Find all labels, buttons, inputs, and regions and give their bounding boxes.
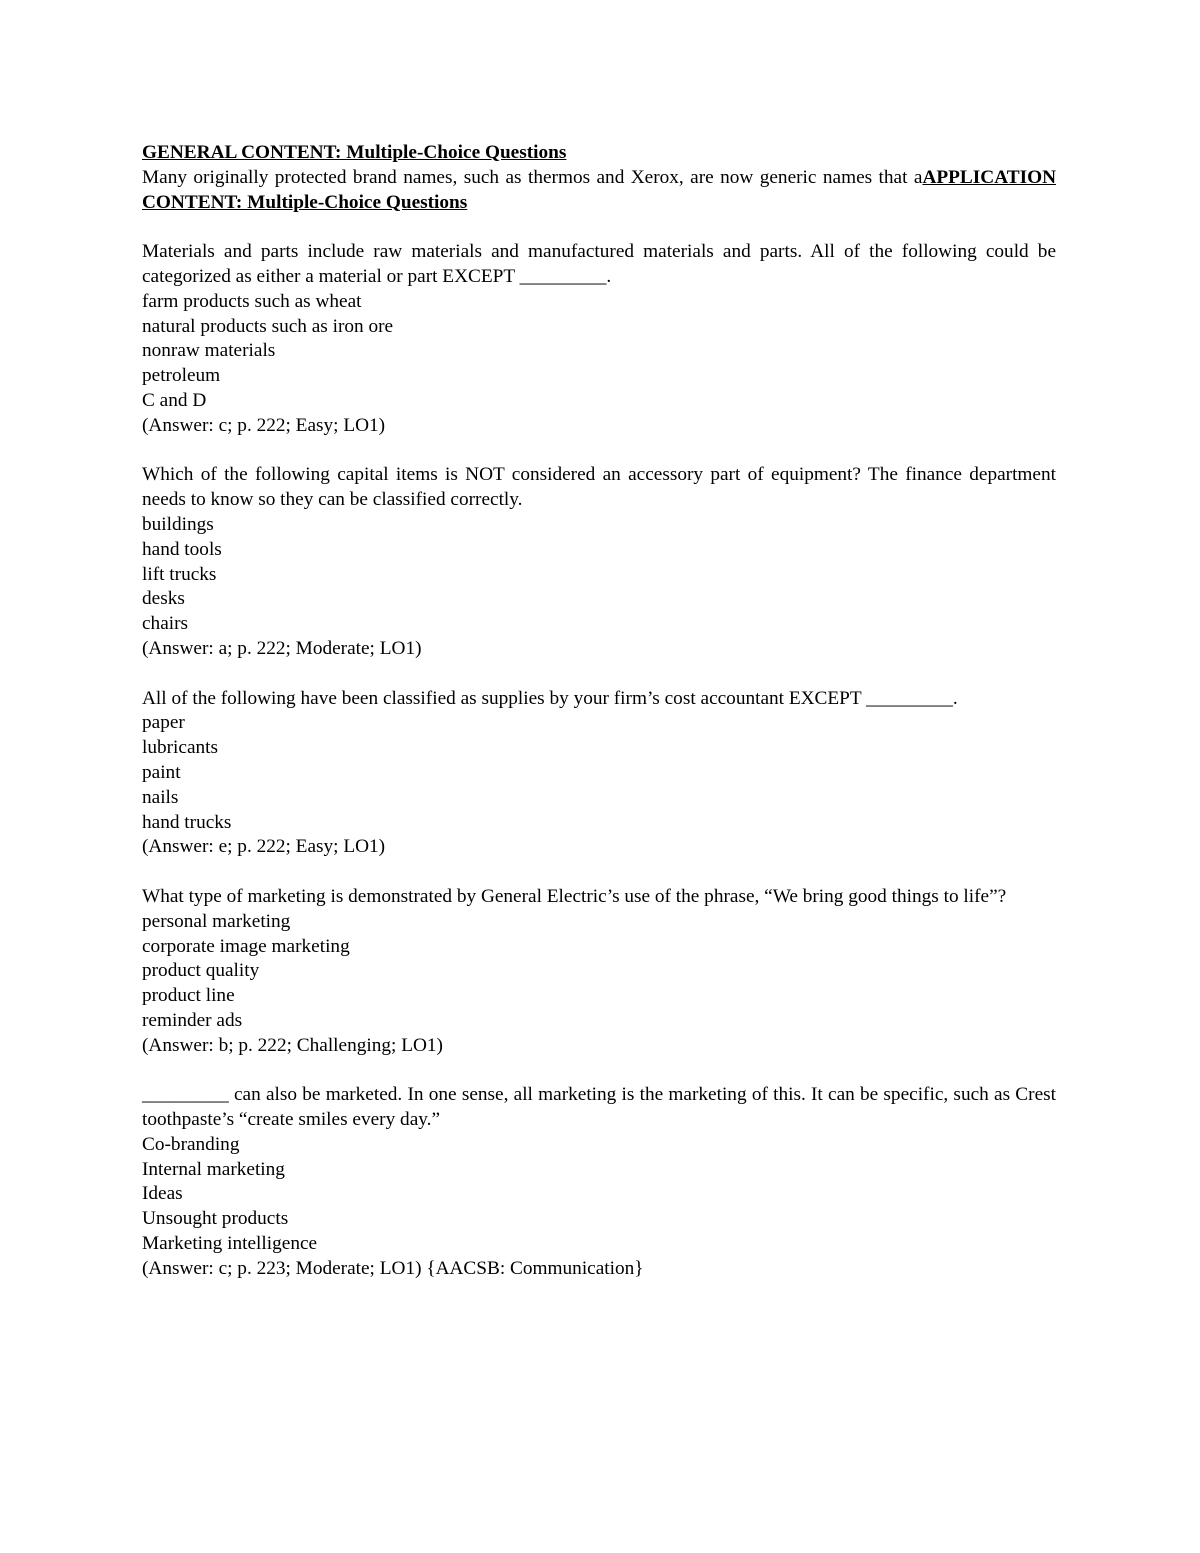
application-content-heading: APPLICATION CONTENT: Multiple-Choice Questions (142, 166, 1056, 213)
answer-option: corporate image marketing (142, 935, 350, 957)
answer-option: hand tools (142, 538, 222, 560)
answer-option: chairs (142, 613, 189, 635)
question-3 (142, 687, 1056, 861)
question-stem: Which of the following capital items is NOT considered an accessory part of equipment? The finance department needs to know so they can be classified correctly. (142, 464, 1056, 511)
spacer (142, 1058, 1056, 1083)
answer-option: buildings (142, 513, 214, 535)
answer-option: product line (142, 985, 235, 1007)
answer-option: paper (142, 712, 185, 734)
answer-option: Marketing intelligence (142, 1233, 318, 1255)
answer-option: nails (142, 786, 179, 808)
answer-option: Ideas (142, 1183, 183, 1205)
spacer (142, 215, 1056, 240)
answer-option: lift trucks (142, 563, 217, 585)
question-stem: Materials and parts include raw materials and manufactured materials and parts. All of the following could be categorized as either a material or part EXCEPT _________. (142, 241, 1056, 287)
answer-option: paint (142, 761, 181, 783)
answer-key: (Answer: e; p. 222; Easy; LO1) (142, 836, 386, 858)
question-stem: _________ can also be marketed. In one sense, all marketing is the marketing of this. It can be specific, such as Crest toothpaste’s “create smiles every day.” (142, 1084, 1056, 1131)
answer-option: C and D (142, 389, 207, 411)
answer-option: desks (142, 588, 185, 610)
spacer (142, 860, 1056, 885)
answer-option: nonraw materials (142, 340, 276, 362)
spacer (142, 439, 1056, 464)
answer-option: natural products such as iron ore (142, 315, 394, 337)
answer-key: (Answer: c; p. 223; Moderate; LO1) {AACSB: Communication} (142, 1257, 644, 1279)
question-stem: What type of marketing is demonstrated by General Electric’s use of the phrase, “We bring good things to life”? (142, 885, 1007, 907)
intro-paragraph (142, 166, 1056, 216)
general-content-heading: GENERAL CONTENT: Multiple-Choice Questions (142, 142, 567, 163)
spacer (142, 662, 1056, 687)
answer-option: farm products such as wheat (142, 290, 362, 312)
answer-option: personal marketing (142, 910, 291, 932)
answer-key: (Answer: b; p. 222; Challenging; LO1) (142, 1034, 443, 1056)
answer-option: product quality (142, 960, 260, 982)
answer-option: Co-branding (142, 1133, 240, 1155)
answer-option: Unsought products (142, 1208, 289, 1230)
question-5 (142, 1083, 1056, 1281)
answer-option: Internal marketing (142, 1158, 285, 1180)
answer-key: (Answer: c; p. 222; Easy; LO1) (142, 414, 386, 436)
question-4 (142, 885, 1056, 1059)
answer-option: petroleum (142, 365, 221, 387)
question-2 (142, 463, 1056, 661)
answer-option: lubricants (142, 737, 219, 759)
answer-option: hand trucks (142, 811, 232, 833)
question-1 (142, 240, 1056, 438)
intro-text: Many originally protected brand names, such as thermos and Xerox, are now generic names that a (142, 166, 923, 188)
document-page (142, 141, 1056, 1282)
answer-option: reminder ads (142, 1009, 243, 1031)
question-stem: All of the following have been classified as supplies by your firm’s cost accountant EXCEPT _________. (142, 687, 958, 709)
answer-key: (Answer: a; p. 222; Moderate; LO1) (142, 637, 422, 659)
